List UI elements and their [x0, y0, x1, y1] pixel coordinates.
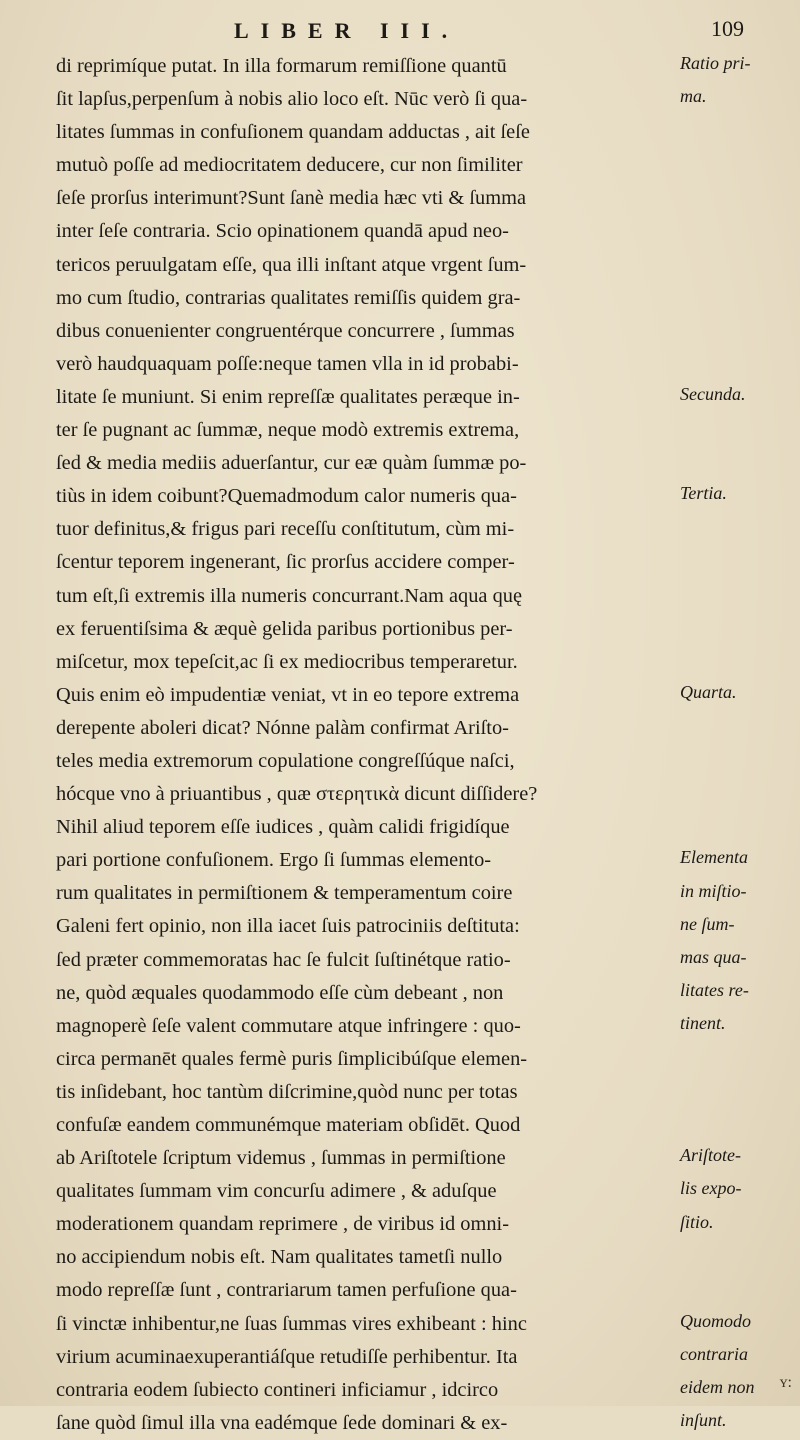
- page-number: 109: [711, 16, 744, 41]
- text-line: ſit lapſus,perpenſum à nobis alio loco eſt. Nūc verò ſi qua-: [56, 88, 528, 111]
- text-line: Nihil aliud teporem eſſe iudices , quàm calidi frigidíque: [56, 816, 510, 839]
- text-line: litate ſe muniunt. Si enim repreſſæ qualitates peræque in-: [56, 385, 520, 408]
- text-line: tiùs in idem coibunt?Quemadmodum calor numeris qua-: [56, 485, 517, 508]
- margin-note: in miſtio-: [680, 880, 747, 901]
- margin-note: lis expo-: [680, 1178, 742, 1199]
- margin-note: litates re-: [680, 979, 749, 1000]
- text-line: litates ſummas in confuſionem quandam adductas , ait ſeſe: [56, 121, 530, 144]
- text-line: tericos peruulgatam eſſe, qua illi inſtant atque vrgent ſum-: [56, 253, 527, 276]
- text-line: ſcentur teporem ingenerant, ſic prorſus accidere comper-: [56, 551, 515, 574]
- margin-note: tinent.: [680, 1012, 726, 1033]
- text-line: ne, quòd æquales quodammodo eſſe cùm debeant , non: [56, 981, 504, 1004]
- margin-note: Elementa: [680, 847, 748, 868]
- text-line: contraria eodem ſubiecto contineri inficiamur , idcirco: [56, 1378, 499, 1401]
- text-line: ab Ariſtotele ſcriptum videmus , ſummas in permiſtione: [56, 1147, 506, 1170]
- text-line: ſed præter commemoratas hac ſe fulcit ſuſtinétque ratio-: [56, 948, 511, 971]
- corner-mark: ʏ:: [779, 1374, 792, 1391]
- text-line: pari portione confuſionem. Ergo ſi ſummas elemento-: [56, 849, 492, 872]
- text-line: moderationem quandam reprimere , de viribus id omni-: [56, 1213, 509, 1236]
- text-line: ſi vinctæ inhibentur,ne ſuas ſummas vires exhibeant : hinc: [56, 1312, 527, 1335]
- text-line: ſeſe prorſus interimunt?Sunt ſanè media hæc vti & ſumma: [56, 187, 527, 210]
- text-line: confuſæ eandem communémque materiam obſidēt. Quod: [56, 1114, 521, 1136]
- page-header: [54, 10, 744, 44]
- margin-note: Tertia.: [680, 483, 727, 504]
- text-line: teles media extremorum copulatione congreſſúque naſci,: [56, 749, 515, 772]
- text-line: derepente aboleri dicat? Nónne palàm confirmat Ariſto-: [56, 716, 509, 739]
- text-line: circa permanēt quales fermè puris ſimplicibúſque elemen-: [56, 1047, 528, 1070]
- text-line: rum qualitates in permiſtionem & temperamentum coire: [56, 882, 513, 905]
- text-line: mo cum ſtudio, contrarias qualitates remiſſis quidem gra-: [56, 286, 521, 309]
- margin-note: Secunda.: [680, 384, 746, 404]
- text-line: ſane quòd ſimul illa vna eadémque ſede dominari & ex-: [56, 1411, 508, 1434]
- text-line: inter ſeſe contraria. Scio opinationem quandā apud neo-: [56, 220, 509, 243]
- margin-note: Ratio pri-: [680, 53, 751, 73]
- text-line: hócque vno à priuantibus , quæ στερητικὰ dicunt diſſidere?: [56, 783, 538, 806]
- text-line: magnoperè ſeſe valent commutare atque infringere : quo-: [56, 1014, 521, 1037]
- text-line: modo repreſſæ ſunt , contrariarum tamen perfuſione qua-: [56, 1279, 517, 1302]
- running-title: LIBER III.: [234, 18, 460, 43]
- text-line: dibus conuenienter congruentérque concurrere , ſummas: [56, 319, 515, 342]
- text-line: qualitates ſummam vim concurſu adimere , & aduſque: [56, 1180, 497, 1203]
- text-line: tuor definitus,& frigus pari receſſu conſtitutum, cùm mi-: [56, 518, 515, 541]
- text-line: no accipiendum nobis eſt. Nam qualitates tametſi nullo: [56, 1246, 503, 1269]
- text-line: virium acuminaexuperantiáſque retudiſſe perhibentur. Ita: [56, 1345, 518, 1368]
- margin-note: ma.: [680, 86, 707, 107]
- margin-note: inſunt.: [680, 1410, 727, 1431]
- text-line: tum eſt,ſi extremis illa numeris concurrant.Nam aqua quę: [56, 584, 523, 607]
- text-line: mutuò poſſe ad mediocritatem deducere, cur non ſimiliter: [56, 154, 523, 177]
- text-line: ter ſe pugnant ac ſummæ, neque modò extremis extrema,: [56, 419, 520, 442]
- margin-note: ne ſum-: [680, 913, 735, 934]
- margin-note: eidem non: [680, 1377, 755, 1397]
- text-line: ex feruentiſsima & æquè gelida paribus portionibus per-: [56, 617, 513, 640]
- margin-note: ſitio.: [680, 1211, 714, 1232]
- text-line: miſcetur, mox tepeſcit,ac ſi ex mediocribus temperaretur.: [56, 650, 518, 673]
- text-line: di reprimíque putat. In illa formarum remiſſione quantū: [56, 55, 507, 77]
- margin-note: Quarta.: [680, 681, 737, 702]
- text-line: tis inſidebant, hoc tantùm diſcrimine,quòd nunc per totas: [56, 1080, 518, 1103]
- text-line: Galeni fert opinio, non illa iacet ſuis patrociniis deſtituta:: [56, 915, 520, 938]
- text-line: Quis enim eò impudentiæ veniat, vt in eo tepore extrema: [56, 683, 520, 706]
- margin-note: mas qua-: [680, 946, 747, 967]
- text-line: ſed & media mediis aduerſantur, cur eæ quàm ſummæ po-: [56, 452, 527, 475]
- margin-note: Ariſtote-: [680, 1145, 741, 1166]
- text-line: verò haudquaquam poſſe:neque tamen vlla in id probabi-: [56, 352, 519, 375]
- margin-note: Quomodo: [680, 1310, 751, 1331]
- margin-note: contraria: [680, 1343, 749, 1364]
- main-text-block: [56, 50, 676, 1440]
